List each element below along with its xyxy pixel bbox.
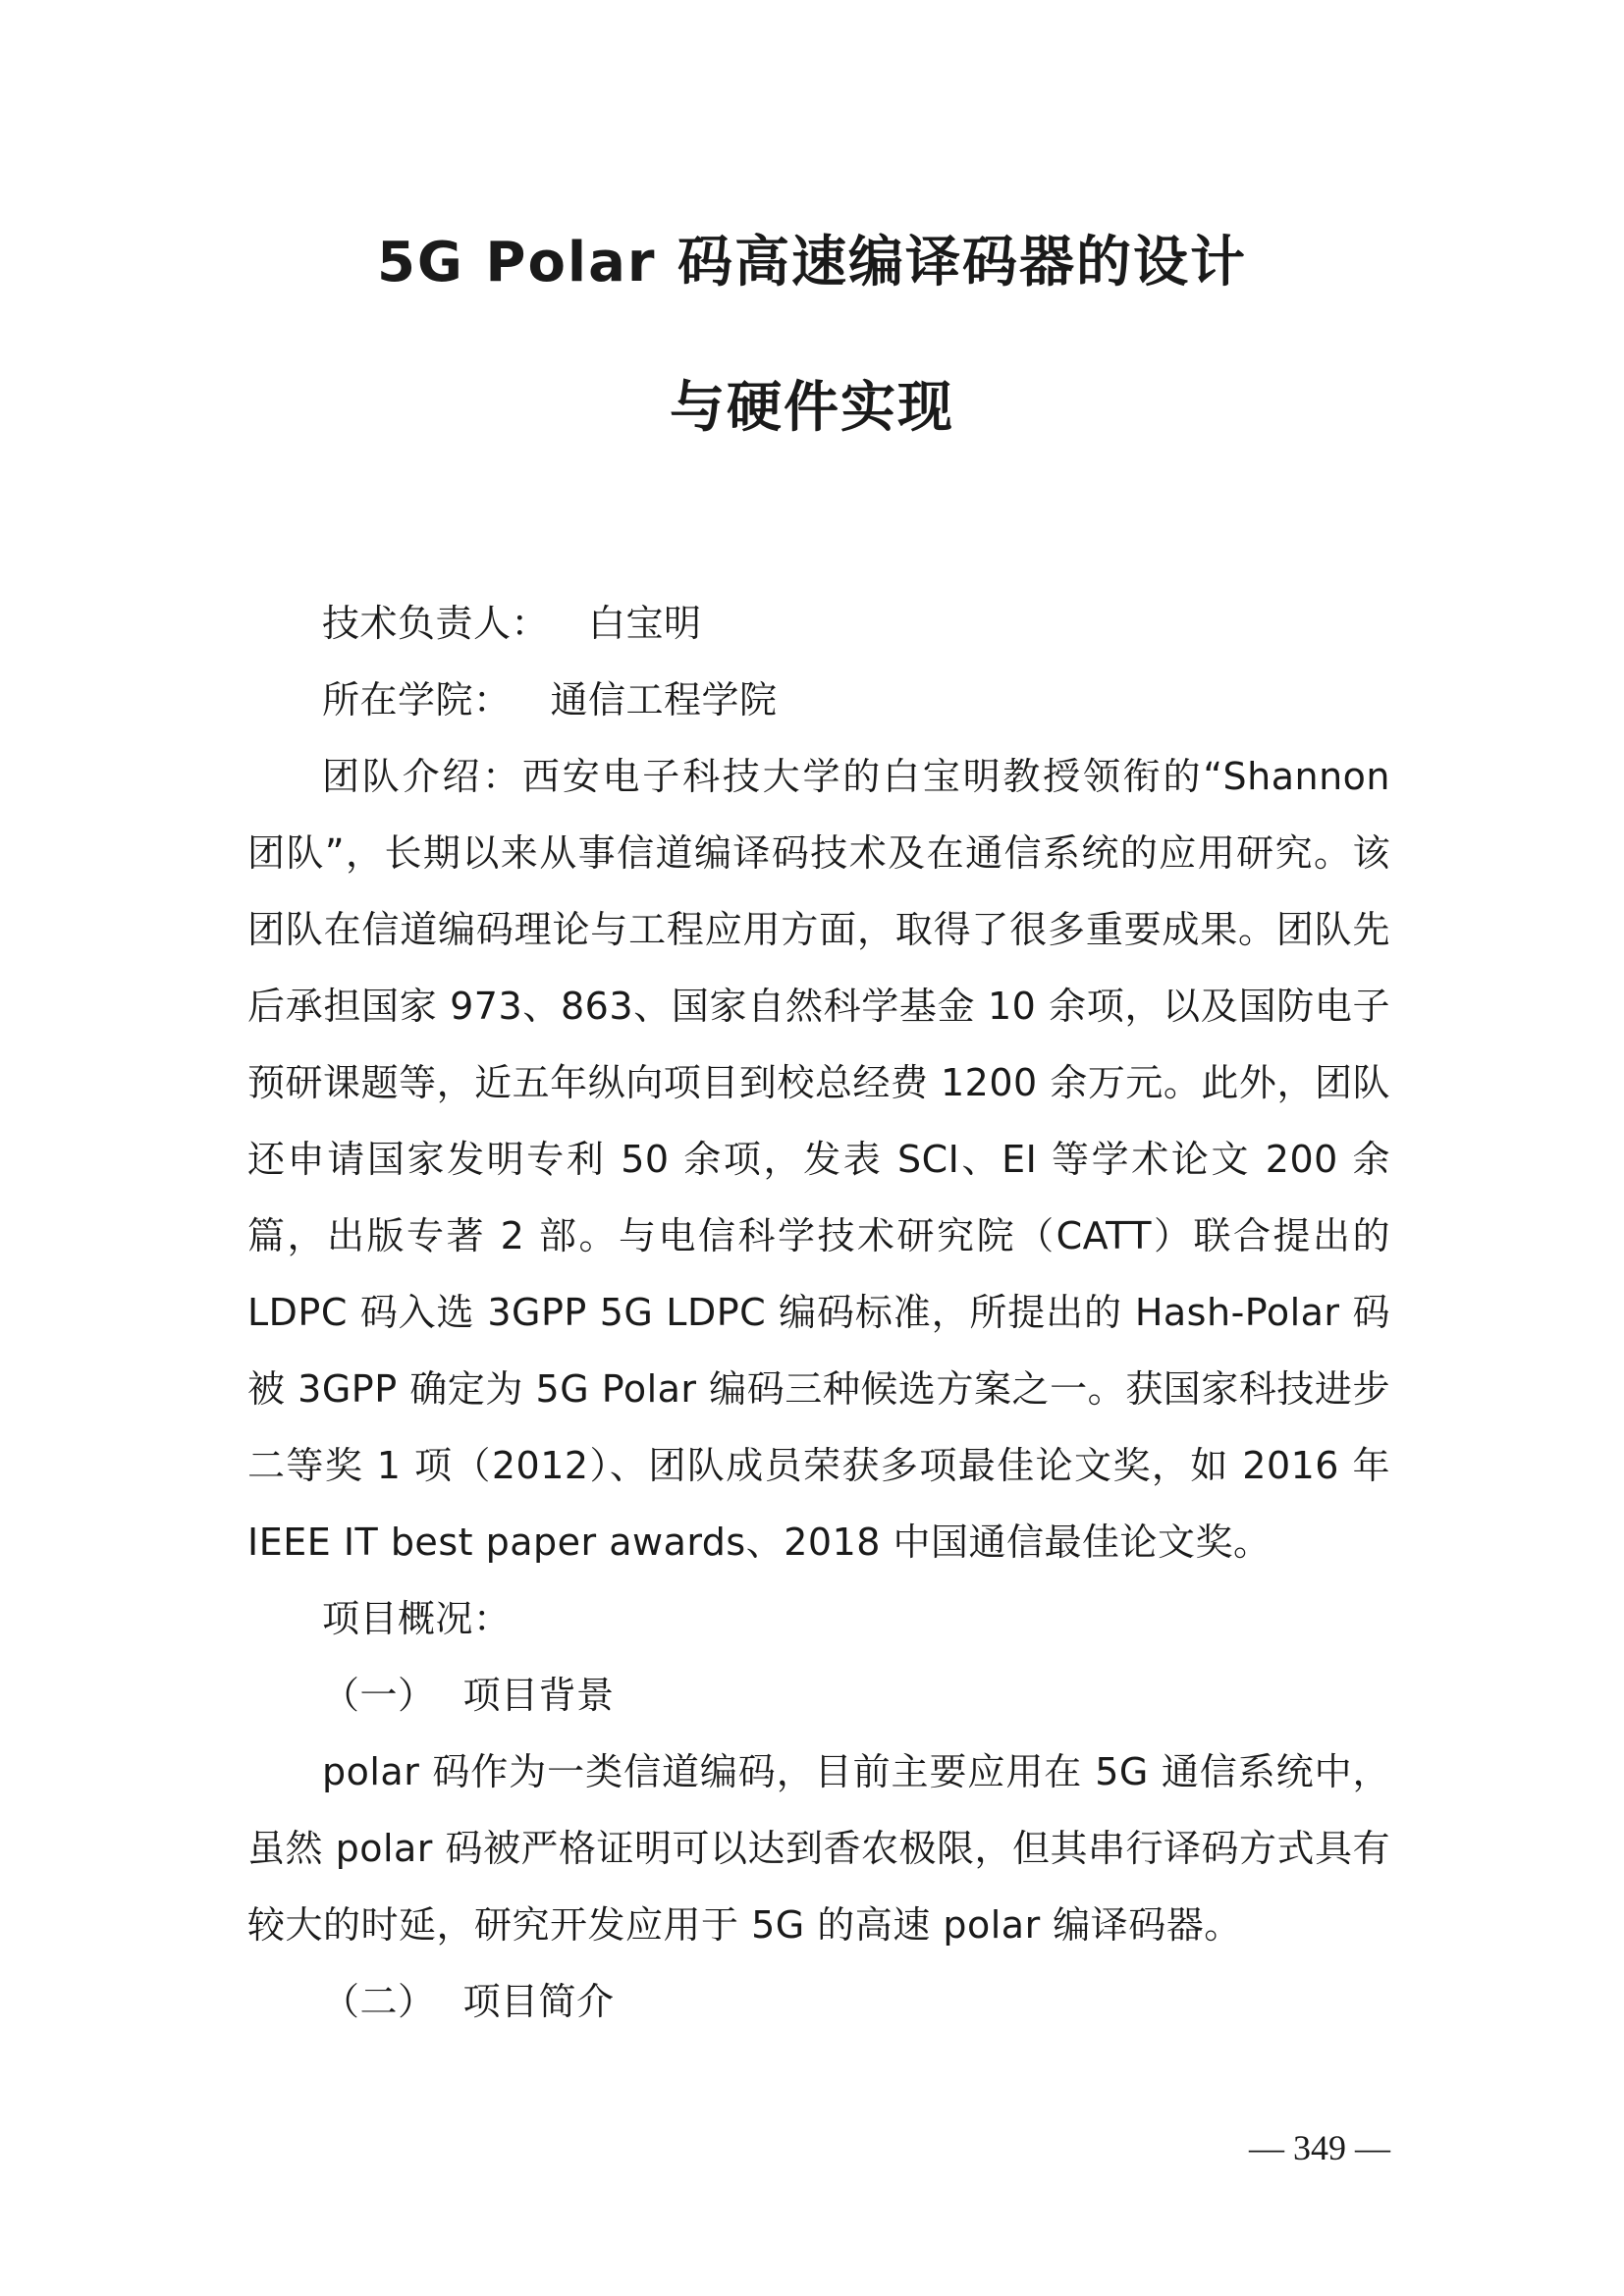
section-2-title: 项目简介 xyxy=(462,1980,615,2023)
section-1-paragraph: polar 码作为一类信道编码，目前主要应用在 5G 通信系统中，虽然 polar 码被严格证明可以达到香农极限，但其串行译码方式具有较大的时延，研究开发应用于 5G 的高速 polar 编译码器。 xyxy=(247,1750,1390,1947)
college-value: 通信工程学院 xyxy=(550,678,778,721)
document-title-line-1: 5G Polar 码高速编译码器的设计 xyxy=(376,231,1248,294)
team-intro-paragraph: 团队介绍：西安电子科技大学的白宝明教授领衔的“Shannon 团队”，长期以来从事信道编译码技术及在通信系统的应用研究。该团队在信道编码理论与工程应用方面，取得了很多重要成果。团队先后承担国家 973、863、国家自然科学基金 10 余项，以及国防电子预研课题等，近五年纵向项目到校总经费 1200 余万元。此外，团队还申请国家发明专利 50 余项，发表 SCI、EI 等学术论文 200 余篇，出版专著 2 部。与电信科学技术研究院（CATT）联合提出的 LDPC 码入选 3GPP 5G LDPC 编码标准，所提出的 Hash-Polar 码被 3GPP 确定为 5G Polar 编码三种候选方案之一。获国家科技进步二等奖 1 项（2012）、团队成员荣获多项最佳论文奖，如 2016 年 IEEE IT best paper awards、2018 中国通信最佳论文奖。 xyxy=(247,755,1390,1564)
overview-label: 项目概况： xyxy=(322,1597,512,1640)
document-title-line-2: 与硬件实现 xyxy=(670,376,954,440)
section-1-title: 项目背景 xyxy=(462,1674,615,1717)
section-1-heading xyxy=(247,1657,1390,1734)
tech-lead-line xyxy=(247,585,1390,662)
section-2-heading xyxy=(247,1963,1390,2040)
college-line xyxy=(247,662,1390,738)
section-2-number: （二） xyxy=(322,1980,436,2023)
section-1-number: （一） xyxy=(322,1674,436,1717)
tech-lead-label: 技术负责人： xyxy=(322,602,550,645)
page-number: — 349 — xyxy=(1249,2128,1390,2167)
college-label: 所在学院： xyxy=(322,678,512,721)
tech-lead-value: 白宝明 xyxy=(588,602,702,645)
document-body xyxy=(247,585,1390,2040)
